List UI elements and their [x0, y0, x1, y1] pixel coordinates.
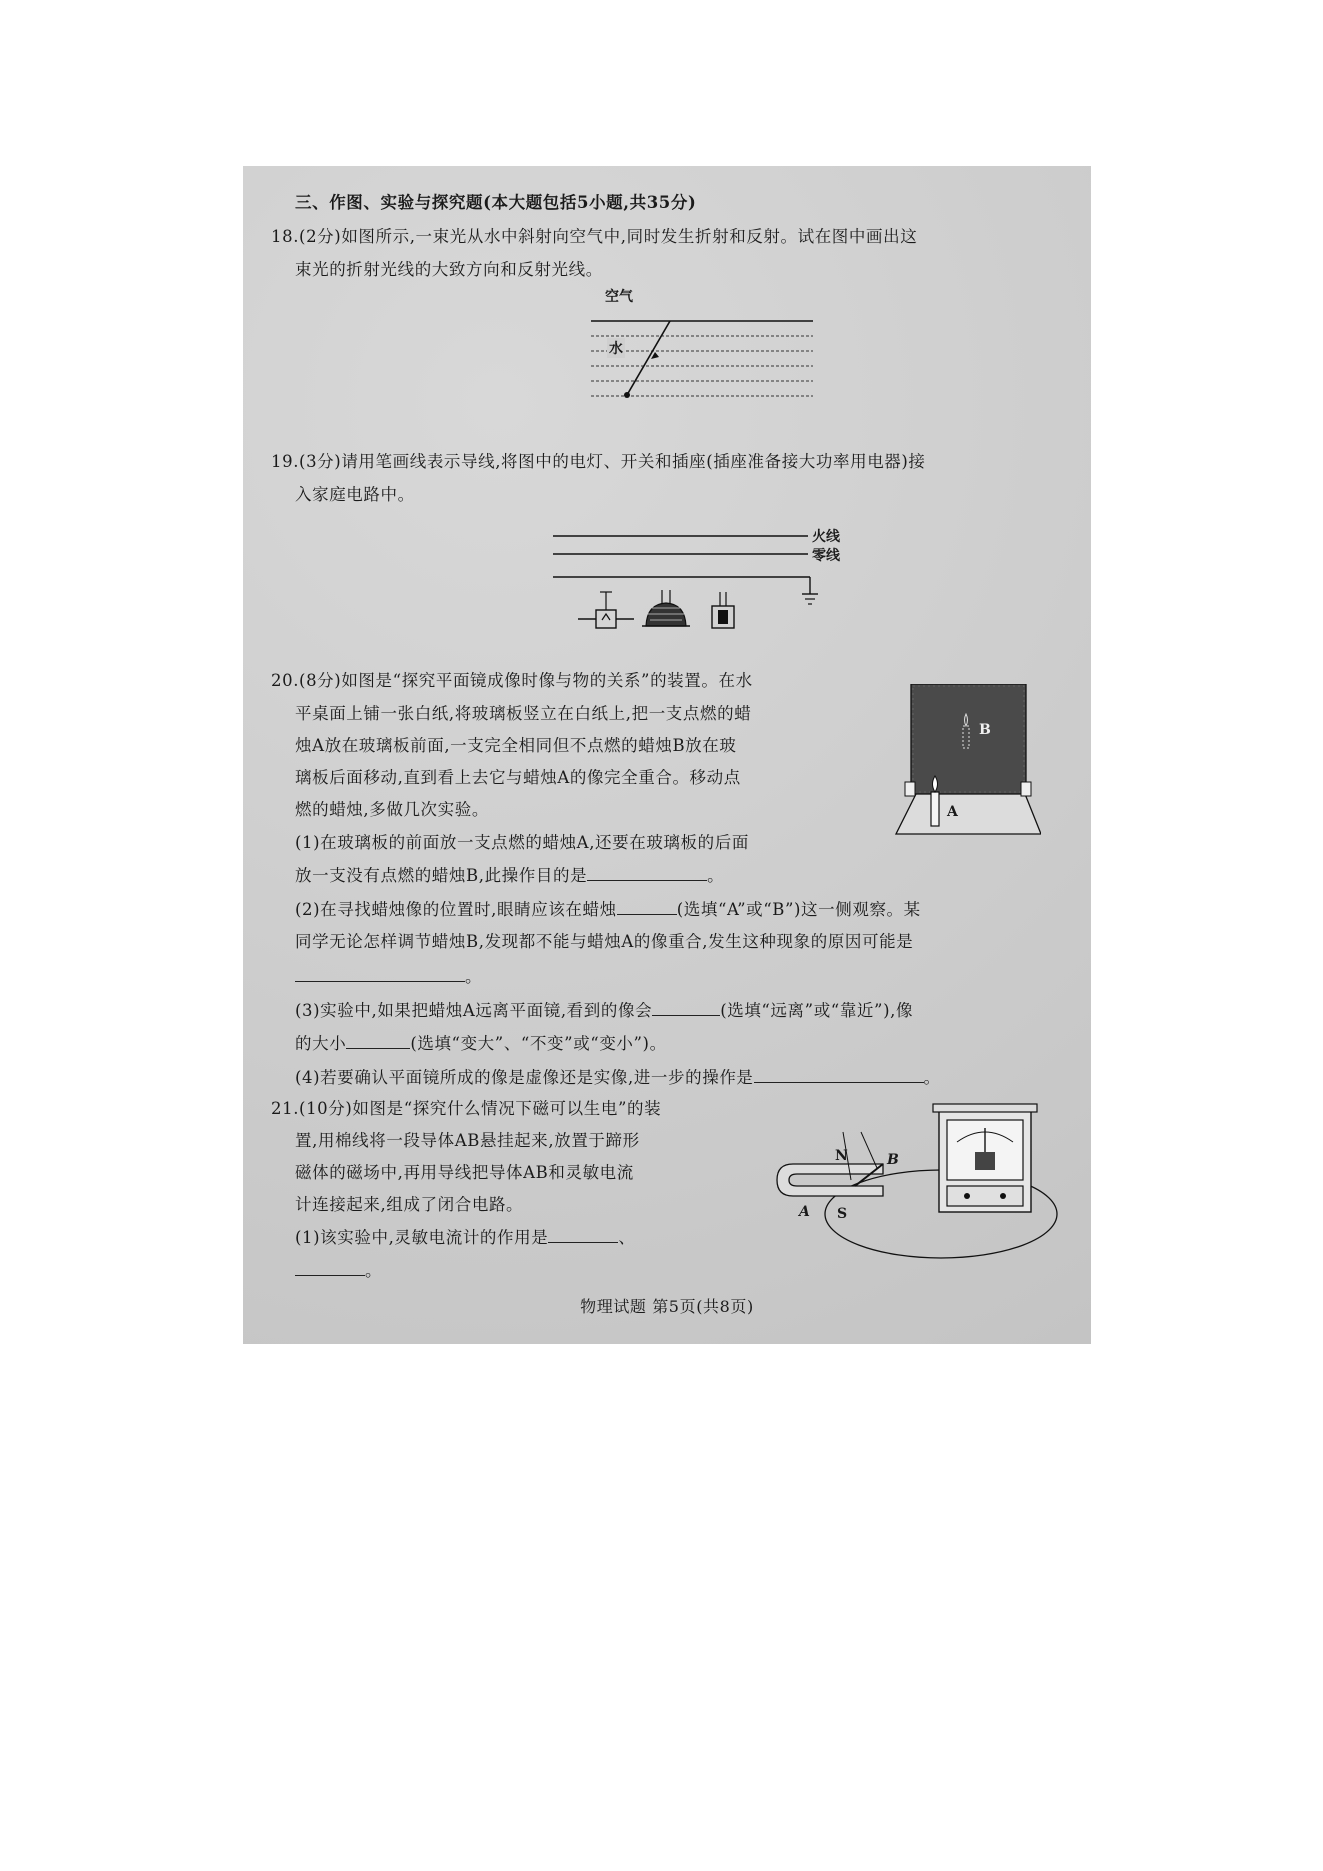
q20-line-3: 烛A放在玻璃板前面,一支完全相同但不点燃的蜡烛B放在玻 [295, 736, 737, 755]
label-conductor-a: A [799, 1204, 810, 1220]
q21-part1-text: (1)该实验中,灵敏电流计的作用是 [295, 1228, 549, 1247]
q20-part3-text-d: (选填“变大”、“不变”或“变小”)。 [410, 1034, 667, 1053]
q20-part1-line-1: (1)在玻璃板的前面放一支点燃的蜡烛A,还要在玻璃板的后面 [295, 833, 749, 852]
q19-line-1: 19.(3分)请用笔画线表示导线,将图中的电灯、开关和插座(插座准备接大功率用电器)接 [271, 452, 926, 471]
incident-ray [627, 321, 670, 395]
q20-part3-answer-blank-1[interactable] [652, 999, 720, 1016]
household-circuit-svg [548, 528, 848, 643]
q20-part3-text-c: 的大小 [295, 1034, 347, 1053]
section-title: 三、作图、实验与探究题(本大题包括5小题,共35分) [295, 193, 697, 212]
q20-line-4: 璃板后面移动,直到看上去它与蜡烛A的像完全重合。移动点 [295, 768, 741, 787]
q21-line-3: 磁体的磁场中,再用导线把导体AB和灵敏电流 [295, 1163, 634, 1182]
light-source-dot [624, 392, 630, 398]
label-candle-b: B [979, 722, 991, 738]
label-magnet-north: N [835, 1148, 848, 1164]
q20-part2-line-1 [295, 898, 921, 921]
q20-part4-text: (4)若要确认平面镜所成的像是虚像还是实像,进一步的操作是 [295, 1068, 754, 1087]
terminal-left [964, 1193, 970, 1199]
q21-line-1: 21.(10分)如图是“探究什么情况下磁可以生电”的装 [271, 1099, 662, 1118]
page-footer: 物理试题 第5页(共8页) [580, 1297, 754, 1316]
q20-part3-answer-blank-2[interactable] [346, 1032, 410, 1049]
household-circuit-diagram [548, 528, 848, 643]
label-live-wire: 火线 [812, 529, 840, 545]
q19-line-2: 入家庭电路中。 [295, 485, 415, 504]
support-block-right [1021, 782, 1031, 796]
glass-plate [911, 684, 1026, 794]
q20-part4-answer-blank[interactable] [754, 1066, 924, 1083]
q21-part1-line-1 [295, 1226, 635, 1249]
q20-part1-period: 。 [707, 866, 725, 885]
label-neutral-wire: 零线 [812, 548, 840, 564]
label-candle-a: A [947, 804, 958, 820]
q20-part2-text-b: (选填“A”或“B”)这一侧观察。某 [676, 900, 921, 919]
q20-part2-line-3 [295, 965, 482, 988]
q20-part3-line-2 [295, 1032, 667, 1055]
q20-part2-answer-blank-1[interactable] [617, 898, 677, 915]
flame-icon [933, 776, 938, 792]
q20-part2-period: 。 [465, 967, 483, 986]
electromagnetic-induction-diagram [763, 1102, 1063, 1262]
label-water: 水 [607, 338, 625, 358]
q21-part1-answer-blank-1[interactable] [548, 1226, 618, 1243]
q20-part2-line-2: 同学无论怎样调节蜡烛B,发现都不能与蜡烛A的像重合,发生这种现象的原因可能是 [295, 932, 914, 951]
galvanometer-base [947, 1186, 1023, 1206]
q20-part4-line [295, 1066, 941, 1089]
q20-part2-answer-blank-2[interactable] [295, 965, 465, 982]
q20-part1-text: 放一支没有点燃的蜡烛B,此操作目的是 [295, 866, 588, 885]
plane-mirror-diagram [891, 684, 1041, 844]
plane-mirror-svg [891, 684, 1041, 844]
q21-part1-line-2 [295, 1259, 382, 1282]
q20-part3-text-b: (选填“远离”或“靠近”),像 [720, 1001, 914, 1020]
candle-a [931, 792, 939, 826]
q18-line-1: 18.(2分)如图所示,一束光从水中斜射向空气中,同时发生折射和反射。试在图中画出这 [271, 227, 918, 246]
scanned-exam-page [243, 166, 1091, 1344]
q18-line-2: 束光的折射光线的大致方向和反射光线。 [295, 260, 603, 279]
q20-part3-line-1 [295, 999, 913, 1022]
label-conductor-b: B [887, 1152, 899, 1168]
galvanometer-top [933, 1104, 1037, 1112]
q21-part1-answer-blank-2[interactable] [295, 1259, 365, 1276]
q20-part2-text-a: (2)在寻找蜡烛像的位置时,眼睛应该在蜡烛 [295, 900, 617, 919]
switch-box [596, 610, 616, 628]
q21-line-4: 计连接起来,组成了闭合电路。 [295, 1195, 524, 1214]
socket-icon [718, 610, 728, 624]
electromagnetic-induction-svg [763, 1102, 1063, 1262]
switch-icon [602, 614, 610, 620]
label-magnet-south: S [837, 1206, 848, 1222]
support-block-left [905, 782, 915, 796]
q20-part4-period: 。 [923, 1068, 941, 1087]
refraction-diagram [583, 289, 843, 406]
q20-line-1: 20.(8分)如图是“探究平面镜成像时像与物的关系”的装置。在水 [271, 671, 753, 690]
label-air: 空气 [605, 289, 633, 305]
q20-part1-line-2 [295, 864, 724, 887]
q20-line-2: 平桌面上铺一张白纸,将玻璃板竖立在白纸上,把一支点燃的蜡 [295, 704, 752, 723]
q20-line-5: 燃的蜡烛,多做几次实验。 [295, 800, 489, 819]
q21-line-2: 置,用棉线将一段导体AB悬挂起来,放置于蹄形 [295, 1131, 640, 1150]
q20-part3-text-a: (3)实验中,如果把蜡烛A远离平面镜,看到的像会 [295, 1001, 653, 1020]
galvanometer-coil [975, 1152, 995, 1170]
q20-part1-answer-blank[interactable] [587, 864, 707, 881]
suspension-thread [861, 1132, 877, 1168]
terminal-right [1000, 1193, 1006, 1199]
q21-part1-period: 。 [365, 1261, 383, 1280]
q21-part1-dun: 、 [618, 1228, 636, 1247]
